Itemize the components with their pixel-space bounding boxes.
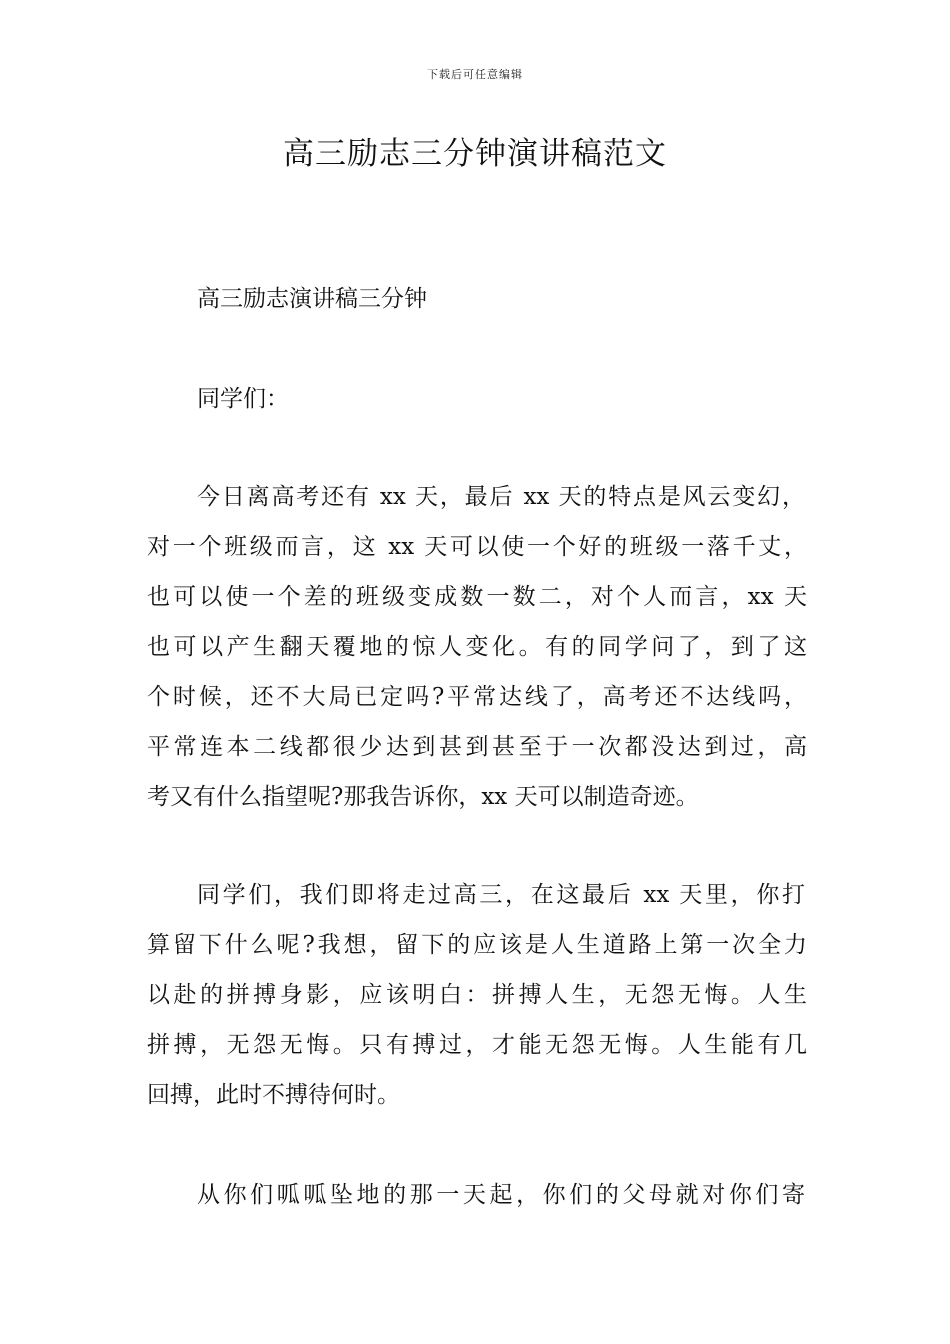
paragraph-2-line-1: 同学们，我们即将走过高三，在这最后 xx 天里，你打: [197, 882, 805, 908]
paragraph-2-line-4: 拼搏，无怨无悔。只有搏过，才能无怨无悔。人生能有几: [147, 1032, 807, 1058]
paragraph-1-line-7: 考又有什么指望呢?那我告诉你，xx 天可以制造奇迹。: [147, 784, 699, 810]
paragraph-1-line-3: 也可以使一个差的班级变成数一数二，对个人而言，xx 天: [147, 584, 807, 610]
paragraph-1-line-2: 对一个班级而言，这 xx 天可以使一个好的班级一落千丈，: [147, 534, 807, 560]
greeting: 同学们：: [197, 386, 289, 412]
header-note: 下载后可任意编辑: [427, 68, 523, 81]
page-title: 高三励志三分钟演讲稿范文: [283, 136, 667, 172]
paragraph-3-line-1: 从你们呱呱坠地的那一天起，你们的父母就对你们寄: [197, 1182, 805, 1208]
section-heading: 高三励志演讲稿三分钟: [197, 286, 427, 312]
paragraph-1-line-5: 个时候，还不大局已定吗?平常达线了，高考还不达线吗，: [147, 684, 807, 710]
paragraph-2-line-5: 回搏，此时不搏待何时。: [147, 1082, 400, 1108]
paragraph-1-line-6: 平常连本二线都很少达到甚到甚至于一次都没达到过，高: [147, 734, 807, 760]
paragraph-2-line-3: 以赴的拼搏身影，应该明白：拼搏人生，无怨无悔。人生: [147, 982, 807, 1008]
paragraph-2-line-2: 算留下什么呢?我想，留下的应该是人生道路上第一次全力: [147, 932, 807, 958]
paragraph-1-line-1: 今日离高考还有 xx 天，最后 xx 天的特点是风云变幻，: [197, 484, 805, 510]
paragraph-1-line-4: 也可以产生翻天覆地的惊人变化。有的同学问了，到了这: [147, 634, 807, 660]
